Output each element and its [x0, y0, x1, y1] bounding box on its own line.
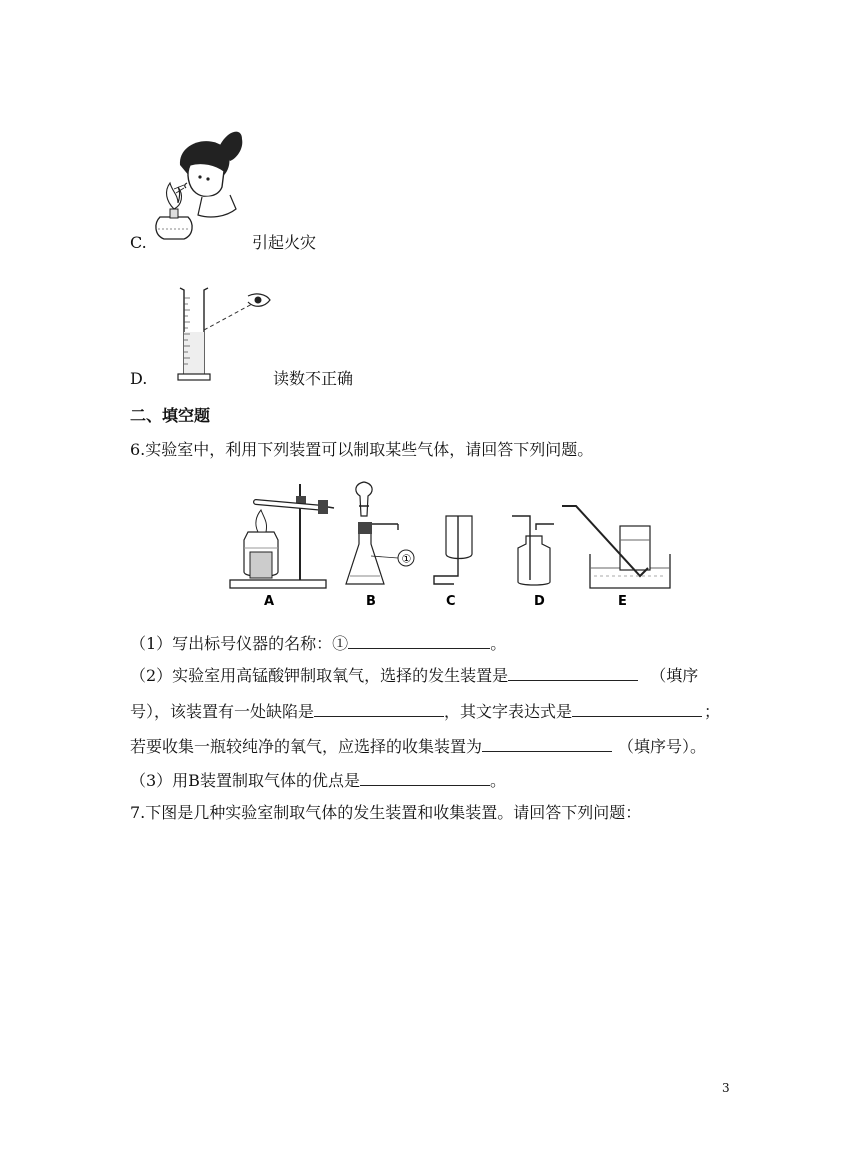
- q6-part3-suffix: 。: [489, 771, 506, 790]
- q6-stem: 6.实验室中，利用下列装置可以制取某些气体，请回答下列问题。: [130, 440, 594, 459]
- q6-part2-line1-prefix: （2）实验室用高锰酸钾制取氧气，选择的发生装置是: [130, 666, 509, 685]
- option-c-caption: 引起火灾: [252, 233, 317, 252]
- q6-part2-line2-a: 号），该装置有一处缺陷是: [130, 702, 315, 721]
- answer-blank-6[interactable]: [360, 769, 490, 786]
- q6-part2-line2-c: ；: [704, 702, 721, 721]
- option-c-label: C.: [130, 233, 147, 252]
- answer-blank-2[interactable]: [508, 664, 638, 681]
- q6-part2-line3: [130, 735, 706, 757]
- q6-part1-prefix: （1）写出标号仪器的名称：①: [130, 634, 349, 653]
- q7-stem: 7.下图是几种实验室制取气体的发生装置和收集装置。请回答下列问题：: [130, 803, 642, 822]
- q6-part1: [130, 632, 506, 654]
- q6-part2-line2-b: ，其文字表达式是: [444, 702, 573, 721]
- answer-blank-3[interactable]: [314, 700, 444, 717]
- girl-blowing-lamp-figure: [150, 125, 250, 245]
- apparatus-label-a: A: [264, 594, 275, 609]
- q6-part2-line1-suffix: （填序: [650, 666, 699, 685]
- q6-part1-suffix: 。: [490, 634, 507, 653]
- page-number: 3: [722, 1081, 730, 1095]
- q6-part2-line1: [130, 664, 698, 686]
- q6-part3: [130, 769, 506, 791]
- answer-blank-4[interactable]: [572, 700, 702, 717]
- apparatus-label-b: B: [366, 594, 376, 609]
- option-d-label: D.: [130, 369, 148, 388]
- apparatus-b-drawing: [346, 482, 414, 584]
- apparatus-e-drawing: [562, 506, 670, 588]
- apparatus-a-drawing: [230, 484, 334, 588]
- apparatus-label-c: C: [446, 594, 456, 609]
- answer-blank-1[interactable]: [348, 632, 490, 649]
- apparatus-label-e: E: [618, 594, 627, 609]
- answer-blank-5[interactable]: [482, 735, 612, 752]
- section-heading: 二、填空题: [130, 406, 211, 425]
- apparatus-d-drawing: [512, 516, 554, 585]
- q6-part2-line3-b: （填序号）。: [618, 737, 707, 756]
- marker-label: ①: [401, 552, 412, 566]
- q6-part2-line3-a: 若要收集一瓶较纯净的氧气，应选择的收集装置为: [130, 737, 483, 756]
- apparatus-c-drawing: [434, 516, 472, 584]
- q6-part3-prefix: （3）用B装置制取气体的优点是: [130, 771, 360, 790]
- apparatus-figure: [228, 472, 673, 612]
- option-d-caption: 读数不正确: [273, 369, 354, 388]
- q6-part2-line2: [130, 700, 720, 722]
- cylinder-reading-figure: [168, 284, 278, 384]
- apparatus-label-d: D: [534, 594, 545, 609]
